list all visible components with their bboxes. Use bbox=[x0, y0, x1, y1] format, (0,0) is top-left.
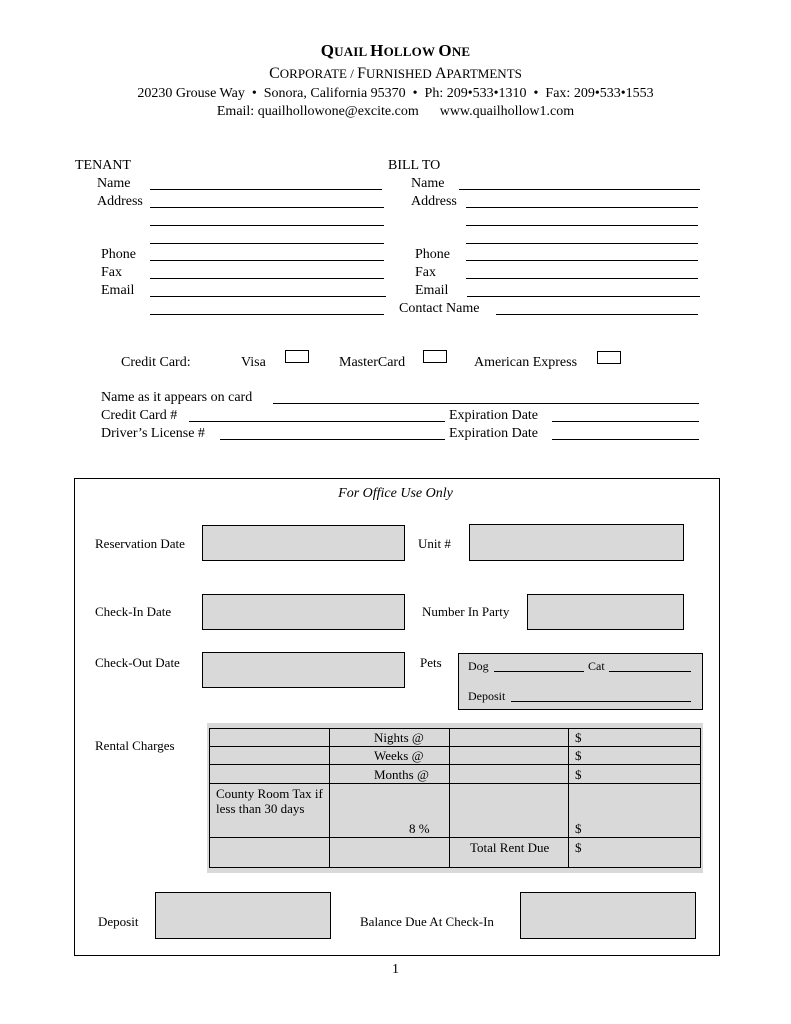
billto-contact-field[interactable] bbox=[496, 314, 698, 315]
pet-deposit-label: Deposit bbox=[468, 689, 506, 703]
pet-deposit-field[interactable] bbox=[511, 701, 691, 702]
company-name-part: UAIL bbox=[334, 44, 371, 59]
billto-phone-field[interactable] bbox=[466, 260, 698, 261]
nights-amount-cell[interactable] bbox=[568, 728, 701, 747]
tenant-address-label: Address bbox=[97, 194, 143, 209]
credit-card-label: Credit Card: bbox=[121, 355, 191, 370]
check-out-label: Check-Out Date bbox=[95, 655, 180, 670]
card-number-field[interactable] bbox=[189, 421, 445, 422]
subtitle-part: A bbox=[434, 65, 447, 82]
cat-label: Cat bbox=[588, 659, 605, 673]
billto-address-field-2[interactable] bbox=[466, 225, 698, 226]
visa-label: Visa bbox=[241, 355, 266, 370]
tenant-email-label: Email bbox=[101, 283, 135, 298]
billto-address-field-1[interactable] bbox=[466, 207, 698, 208]
unit-field[interactable] bbox=[469, 524, 684, 561]
nights-label: Nights @ bbox=[374, 730, 424, 745]
subtitle-part: PARTMENTS bbox=[446, 66, 522, 81]
months-rate-cell[interactable] bbox=[449, 764, 569, 784]
dog-label: Dog bbox=[468, 659, 489, 673]
tax-rate-cell bbox=[329, 783, 450, 838]
rental-charges-label: Rental Charges bbox=[95, 738, 175, 753]
company-name-part: OLLOW bbox=[383, 44, 439, 59]
company-name-part: H bbox=[370, 41, 384, 60]
company-address: 20230 Grouse Way • Sonora, California 95370 • Ph: 209•533•1310 • Fax: 209•533•1553 bbox=[137, 86, 654, 101]
number-in-party-label: Number In Party bbox=[422, 604, 510, 619]
tenant-address-field-2[interactable] bbox=[150, 225, 384, 226]
dollar-sign: $ bbox=[575, 730, 582, 745]
deposit-field[interactable] bbox=[155, 892, 331, 939]
tenant-address-field-3[interactable] bbox=[150, 243, 384, 244]
page-number: 1 bbox=[392, 962, 399, 977]
county-tax-label: County Room Tax if less than 30 days bbox=[216, 786, 323, 816]
dog-field[interactable] bbox=[494, 671, 584, 672]
tax-rate-label: 8 % bbox=[409, 821, 430, 836]
tenant-fax-field[interactable] bbox=[150, 278, 384, 279]
expiration-field-2[interactable] bbox=[552, 439, 699, 440]
company-name-part: Q bbox=[320, 41, 335, 60]
tenant-address-field-1[interactable] bbox=[150, 207, 384, 208]
subtitle-part: URNISHED bbox=[366, 66, 435, 81]
billto-email-label: Email bbox=[415, 283, 449, 298]
nights-rate-cell[interactable] bbox=[449, 728, 569, 747]
expiration-field-1[interactable] bbox=[552, 421, 699, 422]
balance-due-label: Balance Due At Check-In bbox=[360, 914, 494, 929]
card-number-label: Credit Card # bbox=[101, 408, 178, 423]
reservation-date-field[interactable] bbox=[202, 525, 405, 561]
check-in-field[interactable] bbox=[202, 594, 405, 630]
tax-base-cell[interactable] bbox=[449, 783, 569, 838]
drivers-license-label: Driver’s License # bbox=[101, 426, 205, 441]
subtitle-part: C bbox=[269, 65, 280, 82]
dollar-sign: $ bbox=[575, 748, 582, 763]
tenant-extra-field[interactable] bbox=[150, 314, 384, 315]
table-cell[interactable] bbox=[329, 837, 450, 868]
billto-fax-label: Fax bbox=[415, 265, 436, 280]
table-cell[interactable] bbox=[209, 746, 330, 765]
company-name bbox=[0, 41, 791, 61]
unit-label: Unit # bbox=[418, 536, 451, 551]
company-contact: Email: quailhollowone@excite.com www.quailhollow1.com bbox=[216, 104, 575, 119]
billto-contact-label: Contact Name bbox=[399, 301, 480, 316]
tenant-fax-label: Fax bbox=[101, 265, 122, 280]
billto-email-field[interactable] bbox=[467, 296, 700, 297]
table-cell[interactable] bbox=[209, 728, 330, 747]
weeks-cell bbox=[329, 746, 450, 765]
deposit-label: Deposit bbox=[98, 914, 139, 929]
number-in-party-field[interactable] bbox=[527, 594, 684, 630]
tenant-heading: TENANT bbox=[75, 158, 131, 173]
name-on-card-field[interactable] bbox=[273, 403, 699, 404]
tenant-phone-label: Phone bbox=[101, 247, 136, 262]
tenant-name-label: Name bbox=[97, 176, 131, 191]
total-rent-cell bbox=[449, 837, 569, 868]
amex-checkbox[interactable] bbox=[597, 351, 621, 364]
billto-fax-field[interactable] bbox=[466, 278, 698, 279]
billto-name-field[interactable] bbox=[459, 189, 700, 190]
county-tax-cell bbox=[209, 783, 330, 838]
table-cell[interactable] bbox=[209, 837, 330, 868]
balance-due-field[interactable] bbox=[520, 892, 696, 939]
name-on-card-label: Name as it appears on card bbox=[101, 390, 253, 405]
tenant-phone-field[interactable] bbox=[150, 260, 384, 261]
billto-address-label: Address bbox=[411, 194, 457, 209]
amex-label: American Express bbox=[474, 355, 578, 370]
total-rent-amount-cell[interactable] bbox=[568, 837, 701, 868]
company-name-part: O bbox=[438, 41, 452, 60]
visa-checkbox[interactable] bbox=[285, 350, 309, 363]
billto-heading: BILL TO bbox=[388, 158, 441, 173]
weeks-amount-cell[interactable] bbox=[568, 746, 701, 765]
tenant-email-field[interactable] bbox=[150, 296, 386, 297]
drivers-license-field[interactable] bbox=[220, 439, 445, 440]
tax-amount-cell[interactable] bbox=[568, 783, 701, 838]
mastercard-label: MasterCard bbox=[339, 355, 406, 370]
cat-field[interactable] bbox=[609, 671, 691, 672]
dollar-sign: $ bbox=[575, 821, 582, 836]
subtitle-part: F bbox=[357, 65, 366, 82]
nights-cell bbox=[329, 728, 450, 747]
months-label: Months @ bbox=[374, 767, 429, 782]
weeks-rate-cell[interactable] bbox=[449, 746, 569, 765]
company-subtitle bbox=[0, 65, 791, 83]
expiration-label-1: Expiration Date bbox=[449, 408, 539, 423]
office-use-title: For Office Use Only bbox=[338, 486, 453, 501]
billto-address-field-3[interactable] bbox=[466, 243, 698, 244]
dollar-sign: $ bbox=[575, 767, 582, 782]
table-cell[interactable] bbox=[209, 764, 330, 784]
weeks-label: Weeks @ bbox=[374, 748, 424, 763]
billto-phone-label: Phone bbox=[415, 247, 450, 262]
subtitle-part: ORPORATE / bbox=[279, 66, 358, 81]
tenant-name-field[interactable] bbox=[150, 189, 382, 190]
mastercard-checkbox[interactable] bbox=[423, 350, 447, 363]
check-out-field[interactable] bbox=[202, 652, 405, 688]
check-in-label: Check-In Date bbox=[95, 604, 172, 619]
company-name-part: NE bbox=[451, 44, 471, 59]
months-amount-cell[interactable] bbox=[568, 764, 701, 784]
total-rent-label: Total Rent Due bbox=[470, 840, 550, 855]
reservation-date-label: Reservation Date bbox=[95, 536, 185, 551]
expiration-label-2: Expiration Date bbox=[449, 426, 539, 441]
billto-name-label: Name bbox=[411, 176, 445, 191]
pets-label: Pets bbox=[420, 655, 442, 670]
dollar-sign: $ bbox=[575, 840, 582, 855]
months-cell bbox=[329, 764, 450, 784]
